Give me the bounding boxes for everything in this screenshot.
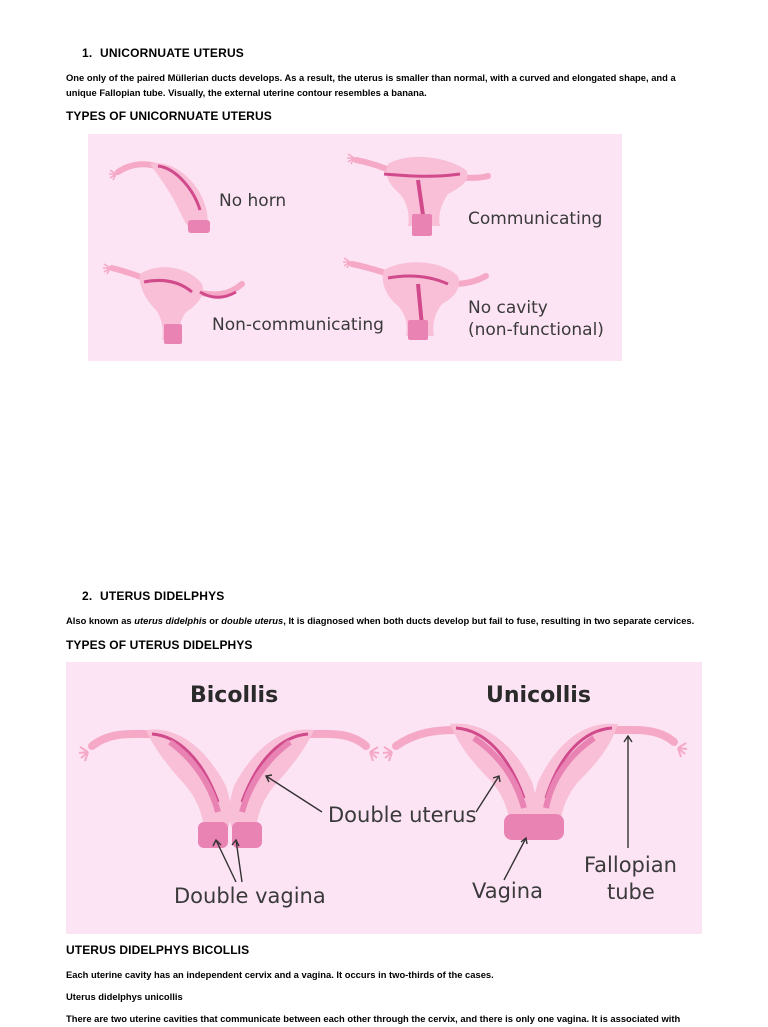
para-emphasis: double uterus: [221, 615, 284, 626]
label-bicollis: Bicollis: [190, 683, 279, 708]
section2-heading: [82, 589, 225, 603]
label-tube: tube: [607, 880, 655, 904]
label-double-vagina: Double vagina: [174, 884, 326, 908]
unicollis-text: There are two uterine cavities that communicate between each other through the cervix, and there is only one vagina. It is associated with: [66, 1013, 681, 1024]
no-horn-uterus-icon: [109, 163, 210, 233]
unicornuate-types-figure: [88, 134, 622, 361]
label-double-uterus: Double uterus: [328, 803, 477, 827]
didelphys-types-figure: [66, 662, 702, 934]
label-non-communicating: Non-communicating: [212, 315, 384, 335]
label-communicating: Communicating: [468, 209, 603, 229]
didelphys-diagram: [66, 662, 702, 934]
para-text: , It is diagnosed when both ducts develop but fail to fuse, resulting in two separate cervices.: [283, 615, 695, 626]
section2-title: UTERUS DIDELPHYS: [99, 589, 225, 603]
label-non-functional: (non-functional): [468, 320, 604, 340]
label-unicollis: Unicollis: [486, 683, 591, 708]
section1-heading: [82, 46, 244, 60]
section2-paragraph: [66, 614, 716, 629]
label-no-horn: No horn: [219, 191, 287, 211]
bicollis-text: Each uterine cavity has an independent cervix and a vagina. It occurs in two-thirds of the cases.: [66, 969, 494, 980]
label-vagina: Vagina: [472, 879, 543, 903]
communicating-uterus-icon: [347, 154, 488, 236]
section1-title: UNICORNUATE UTERUS: [99, 46, 245, 60]
section1-number: 1.: [82, 46, 93, 60]
bicollis-uterus-icon: [79, 730, 379, 848]
bicollis-heading: UTERUS DIDELPHYS BICOLLIS: [66, 943, 250, 957]
label-fallopian: Fallopian: [584, 853, 677, 877]
unicollis-heading: Uterus didelphys unicollis: [66, 991, 183, 1002]
section1-types-heading: TYPES OF UNICORNUATE UTERUS: [66, 109, 272, 123]
para-text: or: [206, 615, 222, 626]
unicornuate-diagram: [88, 134, 622, 361]
section2-types-heading: TYPES OF UTERUS DIDELPHYS: [66, 638, 253, 652]
para-text: Also known as: [66, 615, 135, 626]
para-emphasis: uterus didelphis: [134, 615, 207, 626]
section2-number: 2.: [82, 589, 93, 603]
label-no-cavity: No cavity: [468, 298, 548, 318]
section1-paragraph: One only of the paired Müllerian ducts develops. As a result, the uterus is smaller than normal, with a curved and elongated shape, and a unique Fallopian tube. Visually, the external uterine contour resembles a banana.: [66, 72, 676, 98]
